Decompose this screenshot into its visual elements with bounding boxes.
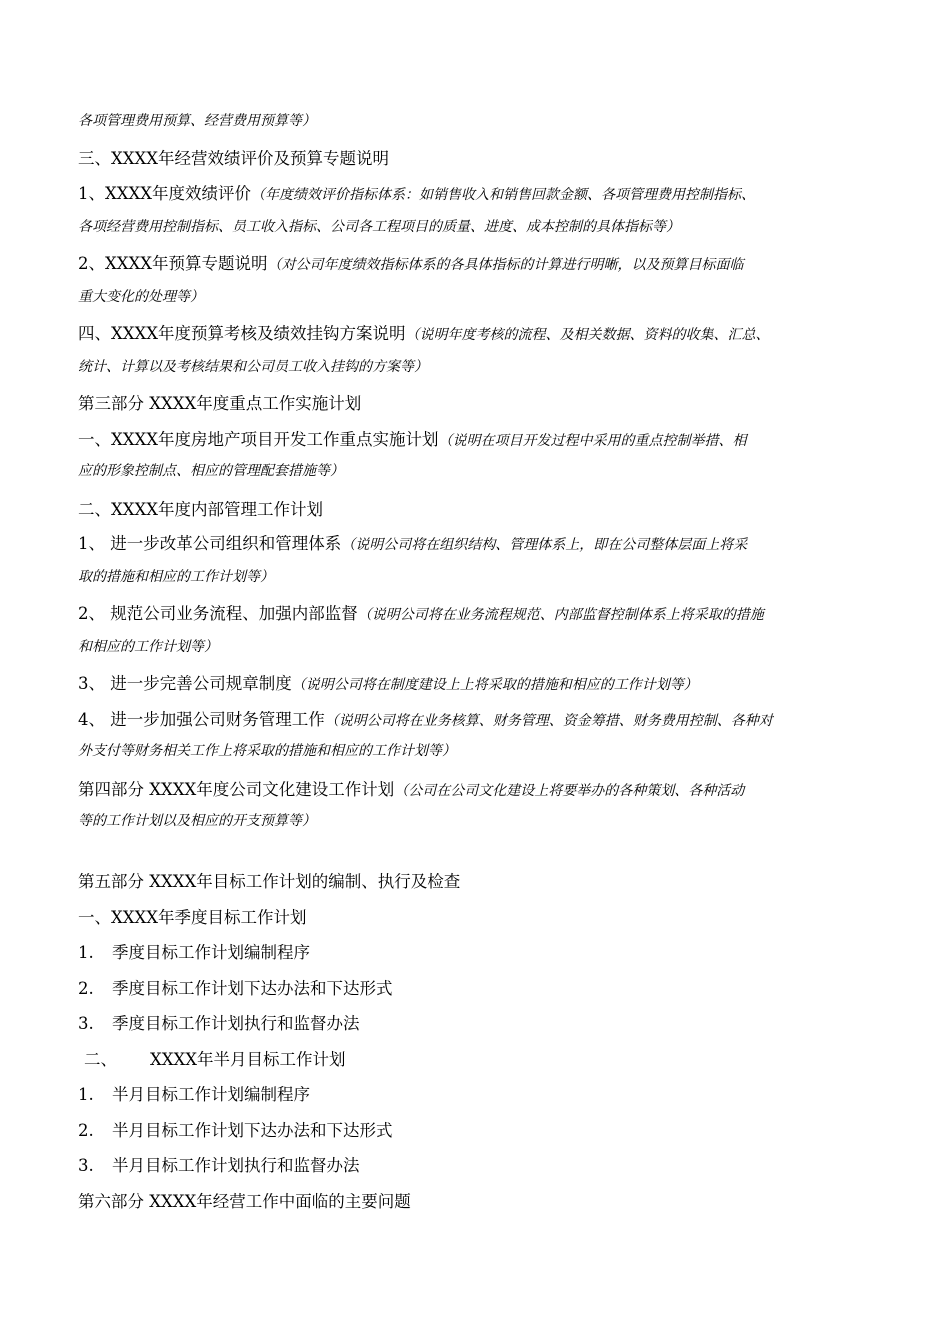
list-text: 第五部分 XXXX年目标工作计划的编制、执行及检查 <box>78 872 461 891</box>
document-line <box>78 530 747 554</box>
document-line <box>78 706 773 730</box>
line-note: （年度绩效评价指标体系：如销售收入和销售回款金额、各项管理费用控制指标、 <box>250 187 755 203</box>
list-item <box>78 1152 360 1176</box>
list-number: 二、 <box>84 1050 117 1069</box>
document-line <box>78 180 755 204</box>
line-text: 4、 进一步加强公司财务管理工作 <box>78 710 325 729</box>
list-text: 季度目标工作计划下达办法和下达形式 <box>112 979 393 998</box>
document-line <box>78 600 764 624</box>
list-text: 一、XXXX年季度目标工作计划 <box>78 908 307 927</box>
document-line <box>78 110 316 130</box>
list-item <box>78 904 307 928</box>
line-text: 2、 规范公司业务流程、加强内部监督 <box>78 604 358 623</box>
line-note: 重大变化的处理等） <box>78 289 204 305</box>
list-item <box>78 1117 393 1141</box>
document-line <box>78 460 344 480</box>
list-number: 1. <box>78 943 94 962</box>
line-note: （公司在公司文化建设上将要举办的各种策划、各种活动 <box>394 783 745 799</box>
list-item <box>78 868 460 892</box>
line-text: 三、XXXX年经营效绩评价及预算专题说明 <box>78 149 389 168</box>
line-note: 取的措施和相应的工作计划等） <box>78 569 274 585</box>
document-line <box>78 286 204 306</box>
list-number: 2. <box>78 1121 94 1140</box>
line-note: 和相应的工作计划等） <box>78 639 218 655</box>
list-item <box>78 1010 360 1034</box>
line-note: （说明年度考核的流程、及相关数据、资料的收集、汇总、 <box>405 327 770 343</box>
line-note: 应的形象控制点、相应的管理配套措施等） <box>78 463 344 479</box>
document-line <box>78 145 389 169</box>
document-line <box>78 426 747 450</box>
list-text: XXXX年半月目标工作计划 <box>150 1050 346 1069</box>
list-item <box>78 975 393 999</box>
line-text: 四、XXXX年度预算考核及绩效挂钩方案说明 <box>78 324 406 343</box>
line-note: （对公司年度绩效指标体系的各具体指标的计算进行明晰，以及预算目标面临 <box>267 257 744 273</box>
line-text: 二、XXXX年度内部管理工作计划 <box>78 500 323 519</box>
line-text: 1、 进一步改革公司组织和管理体系 <box>78 534 342 553</box>
list-number: 2. <box>78 979 94 998</box>
list-item <box>78 1046 346 1070</box>
line-text: 2、XXXX年预算专题说明 <box>78 254 268 273</box>
document-line <box>78 810 316 830</box>
document-line <box>78 670 698 694</box>
list-text: 半月目标工作计划编制程序 <box>112 1085 310 1104</box>
list-text: 半月目标工作计划执行和监督办法 <box>112 1156 360 1175</box>
document-line <box>78 636 218 656</box>
list-text: 半月目标工作计划下达办法和下达形式 <box>112 1121 393 1140</box>
line-note: 各项管理费用预算、经营费用预算等） <box>78 113 316 129</box>
line-note: （说明在项目开发过程中采用的重点控制举措、相 <box>438 433 747 449</box>
document-line <box>78 216 680 236</box>
document-line <box>78 320 770 344</box>
line-note: （说明公司将在制度建设上上将采取的措施和相应的工作计划等） <box>291 677 698 693</box>
line-text: 第四部分 XXXX年度公司文化建设工作计划 <box>78 780 395 799</box>
line-text: 3、 进一步完善公司规章制度 <box>78 674 292 693</box>
document-line <box>78 356 428 376</box>
line-text: 1、XXXX年度效绩评价 <box>78 184 251 203</box>
line-note: 各项经营费用控制指标、员工收入指标、公司各工程项目的质量、进度、成本控制的具体指标等） <box>78 219 680 235</box>
list-item <box>78 1081 310 1105</box>
document-line <box>78 776 744 800</box>
list-item <box>78 939 310 963</box>
line-note: 外支付等财务相关工作上将采取的措施和相应的工作计划等） <box>78 743 456 759</box>
list-item <box>78 1188 411 1212</box>
line-text: 一、XXXX年度房地产项目开发工作重点实施计划 <box>78 430 439 449</box>
list-text: 第六部分 XXXX年经营工作中面临的主要问题 <box>78 1192 411 1211</box>
line-text: 第三部分 XXXX年度重点工作实施计划 <box>78 394 362 413</box>
document-line <box>78 740 456 760</box>
list-text: 季度目标工作计划执行和监督办法 <box>112 1014 360 1033</box>
line-note: （说明公司将在业务流程规范、内部监督控制体系上将采取的措施 <box>357 607 764 623</box>
line-note: （说明公司将在组织结构、管理体系上，即在公司整体层面上将采 <box>341 537 748 553</box>
list-number: 1. <box>78 1085 94 1104</box>
document-line <box>78 250 743 274</box>
document-line <box>78 566 274 586</box>
list-number: 3. <box>78 1014 94 1033</box>
document-line <box>78 496 323 520</box>
line-note: （说明公司将在业务核算、财务管理、资金筹措、财务费用控制、各种对 <box>324 713 773 729</box>
list-number: 3. <box>78 1156 94 1175</box>
line-note: 统计、计算以及考核结果和公司员工收入挂钩的方案等） <box>78 359 428 375</box>
line-note: 等的工作计划以及相应的开支预算等） <box>78 813 316 829</box>
list-text: 季度目标工作计划编制程序 <box>112 943 310 962</box>
document-line <box>78 390 361 414</box>
